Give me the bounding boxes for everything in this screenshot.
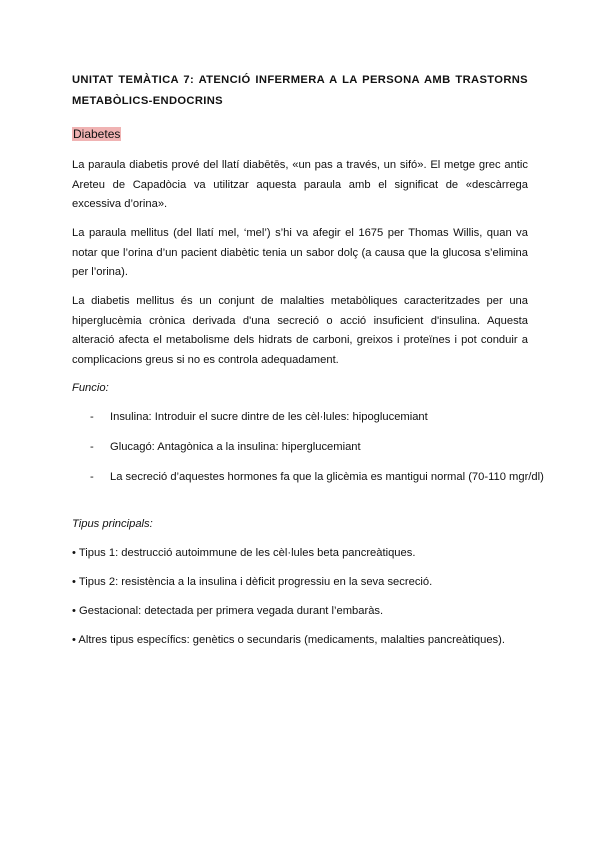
list-item-text: Insulina: Introduir el sucre dintre de les cèl·lules: hipoglucemiant	[110, 411, 428, 423]
list-item: • Gestacional: detectada per primera vegada durant l’embaràs.	[72, 605, 384, 617]
section-heading-highlight: Diabetes	[73, 127, 121, 141]
dash-marker: -	[90, 411, 94, 423]
list-item	[72, 408, 552, 428]
tipus-label: Tipus principals:	[72, 518, 153, 530]
list-item	[72, 468, 552, 488]
dash-marker: -	[90, 441, 94, 453]
list-item-text: La secreció d’aquestes hormones fa que la glicèmia es mantigui normal (70-110 mgr/dl)	[110, 471, 544, 483]
list-item: • Tipus 1: destrucció autoimmune de les cèl·lules beta pancreàtiques.	[72, 547, 416, 559]
list-item: • Altres tipus específics: genètics o secundaris (medicaments, malalties pancreàtiques).	[72, 634, 505, 646]
list-item	[72, 438, 552, 458]
paragraph-etymology: La paraula diabetis prové del llatí diabētēs, «un pas a través, un sifó». El metge grec antic Areteu de Capadòcia va utilitzar aquesta paraula amb el significat de «descàrrega excessiva d’orina».	[72, 159, 528, 210]
section-heading	[72, 126, 121, 142]
paragraph-mellitus: La paraula mellitus (del llatí mel, ‘mel’) s’hi va afegir el 1675 per Thomas Willis, quan va notar que l’orina d’un pacient diabètic tenia un sabor dolç (a causa que la glucosa s’elimina per l’orina).	[72, 227, 528, 278]
document-title: UNITAT TEMÀTICA 7: ATENCIÓ INFERMERA A LA PERSONA AMB TRASTORNS METABÒLICS-ENDOCRINS	[72, 74, 528, 107]
list-item: • Tipus 2: resistència a la insulina i dèficit progressiu en la seva secreció.	[72, 576, 433, 588]
paragraph-definition: La diabetis mellitus és un conjunt de malalties metabòliques caracteritzades per una hiperglucèmia crònica derivada d'una secreció o acció insuficient d'insulina. Aquesta alteració afecta el metabolisme dels hidrats de carboni, greixos i proteïnes i pot conduir a complicacions greus si no es controla adequadament.	[72, 295, 528, 366]
list-item-text: Glucagó: Antagònica a la insulina: hiperglucemiant	[110, 441, 361, 453]
dash-marker: -	[90, 471, 94, 483]
funcio-label: Funcio:	[72, 382, 109, 394]
